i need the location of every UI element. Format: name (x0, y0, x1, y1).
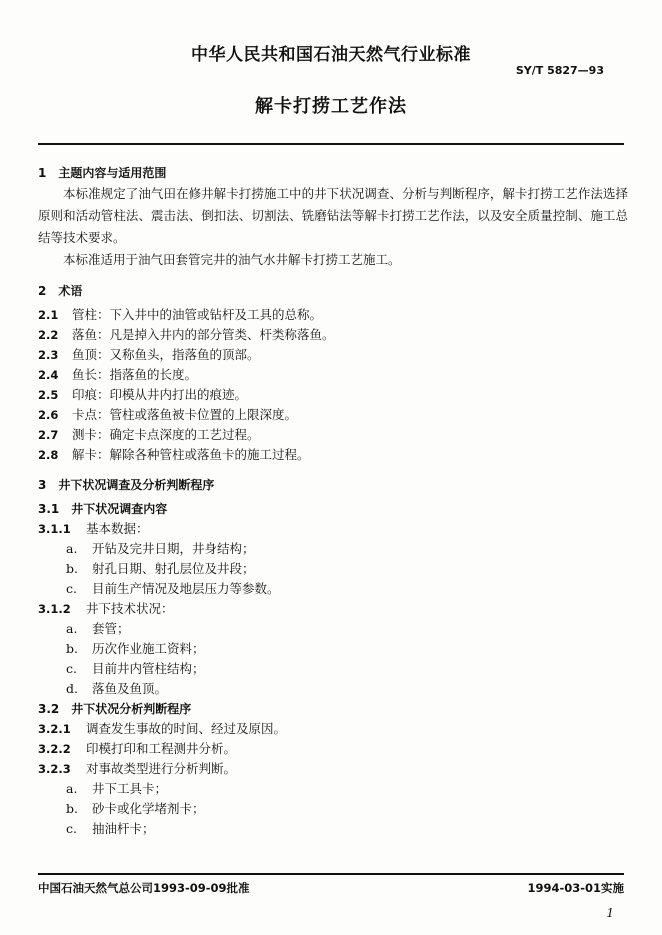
term-item (38, 385, 628, 405)
term-text: 印痕：印模从井内打出的痕迹。 (72, 387, 248, 402)
term-text: 解卡：解除各种管柱或落鱼卡的施工过程。 (72, 447, 310, 462)
list-text: 砂卡或化学堵剂卡； (92, 801, 205, 816)
list-letter: a. (66, 541, 78, 556)
clause-3-1-1 (38, 519, 628, 539)
list-text: 历次作业施工资料； (92, 641, 205, 656)
clause-3-1-2 (38, 599, 628, 619)
approval-info: 中国石油天然气总公司1993-09-09批准 (38, 881, 250, 895)
list-letter: b. (66, 561, 78, 576)
list-item (38, 799, 628, 819)
term-text: 鱼长：指落鱼的长度。 (72, 367, 198, 382)
term-text: 卡点：管柱或落鱼被卡位置的上限深度。 (72, 407, 298, 422)
term-item (38, 345, 628, 365)
document-title: 解卡打捞工艺作法 (255, 96, 407, 117)
term-number: 2.8 (38, 448, 59, 462)
list-text: 套管； (92, 621, 130, 636)
list-item (38, 819, 628, 839)
list-letter: b. (66, 641, 78, 656)
term-item (38, 325, 628, 345)
list-item (38, 779, 628, 799)
list-text: 抽油杆卡； (92, 821, 155, 836)
section-1-heading: 1 主题内容与适用范围 (38, 166, 167, 180)
term-text: 管柱：下入井中的油管或钻杆及工具的总称。 (72, 307, 323, 322)
term-item (38, 425, 628, 445)
clause-3-2-2 (38, 739, 628, 759)
document-body (38, 163, 628, 839)
term-number: 2.6 (38, 408, 59, 422)
list-text: 井下工具卡； (92, 781, 168, 796)
list-letter: c. (66, 661, 77, 676)
implementation-date: 1994-03-01实施 (527, 881, 624, 895)
bottom-rule (38, 873, 624, 875)
clause-number: 3.2.1 (38, 722, 71, 736)
clause-text: 调查发生事故的时间、经过及原因。 (86, 721, 287, 736)
clause-number: 3.1.1 (38, 522, 71, 536)
section-1-paragraph-1: 本标准规定了油气田在修井解卡打捞施工中的井下状况调查、分析与判断程序，解卡打捞工艺作法选择原则和活动管柱法、震击法、倒扣法、切割法、铣磨钻法等解卡打捞工艺作法，以及安全质量控制、施工总结等技术要求。 (38, 186, 628, 245)
section-1-paragraph-2: 本标准适用于油气田套管完井的油气水井解卡打捞工艺施工。 (63, 252, 401, 267)
clause-3-2-3 (38, 759, 628, 779)
section-3-heading: 3 井下状况调查及分析判断程序 (38, 478, 215, 492)
term-text: 鱼顶：又称鱼头，指落鱼的顶部。 (72, 347, 260, 362)
list-item (38, 679, 628, 699)
term-number: 2.5 (38, 388, 59, 402)
list-item (38, 639, 628, 659)
term-number: 2.3 (38, 348, 59, 362)
clause-text: 对事故类型进行分析判断。 (86, 761, 237, 776)
list-letter: a. (66, 781, 78, 796)
term-number: 2.2 (38, 328, 59, 342)
top-rule (38, 143, 624, 145)
term-number: 2.1 (38, 308, 59, 322)
section-3-1-heading: 3.1 井下状况调查内容 (38, 502, 168, 516)
page-number: 1 (606, 906, 614, 920)
term-number: 2.7 (38, 428, 59, 442)
clause-number: 3.2.2 (38, 742, 71, 756)
list-text: 落鱼及鱼顶。 (92, 681, 168, 696)
term-text: 测卡：确定卡点深度的工艺过程。 (72, 427, 260, 442)
list-text: 射孔日期、射孔层位及井段； (92, 561, 255, 576)
term-item (38, 445, 628, 465)
clause-text: 印模打印和工程测井分析。 (86, 741, 237, 756)
list-letter: c. (66, 821, 77, 836)
clause-3-2-1 (38, 719, 628, 739)
clause-text: 井下技术状况： (86, 601, 174, 616)
list-letter: b. (66, 801, 78, 816)
section-3-2-heading: 3.2 井下状况分析判断程序 (38, 702, 192, 716)
list-item (38, 619, 628, 639)
standard-header-title: 中华人民共和国石油天然气行业标准 (191, 45, 471, 65)
clause-text: 基本数据： (86, 521, 149, 536)
clause-number: 3.2.3 (38, 762, 71, 776)
list-letter: d. (66, 681, 78, 696)
standard-code: SY/T 5827—93 (515, 64, 604, 77)
list-item (38, 559, 628, 579)
term-text: 落鱼：凡是掉入井内的部分管类、杆类称落鱼。 (72, 327, 335, 342)
list-text: 目前生产情况及地层压力等参数。 (92, 581, 280, 596)
list-letter: a. (66, 621, 78, 636)
list-item (38, 539, 628, 559)
term-item (38, 365, 628, 385)
term-item (38, 305, 628, 325)
list-letter: c. (66, 581, 77, 596)
list-item (38, 579, 628, 599)
section-2-heading: 2 术语 (38, 284, 83, 298)
list-text: 开钻及完井日期，井身结构； (92, 541, 255, 556)
clause-number: 3.1.2 (38, 602, 71, 616)
list-item (38, 659, 628, 679)
term-item (38, 405, 628, 425)
term-number: 2.4 (38, 368, 59, 382)
list-text: 目前井内管柱结构； (92, 661, 205, 676)
